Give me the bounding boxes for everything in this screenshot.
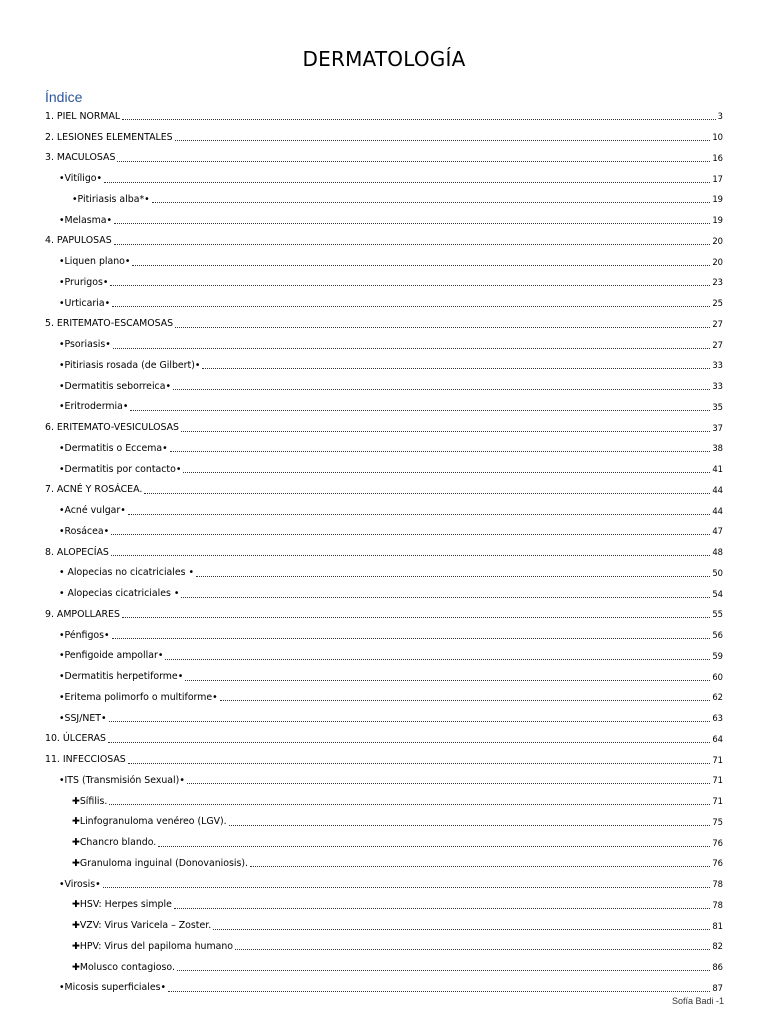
toc-entry[interactable] bbox=[45, 812, 723, 833]
toc-entry[interactable] bbox=[45, 708, 723, 729]
toc-entry-title: •Dermatitis seborreica• bbox=[59, 380, 171, 392]
toc-entry-title: •Liquen plano• bbox=[59, 256, 131, 268]
dot-leader bbox=[165, 650, 710, 660]
dot-leader bbox=[175, 131, 711, 141]
toc-entry[interactable] bbox=[45, 334, 723, 355]
toc-entry[interactable] bbox=[45, 583, 723, 604]
toc-entry-page: 62 bbox=[712, 692, 723, 703]
dot-leader bbox=[196, 567, 710, 577]
toc-entry[interactable] bbox=[45, 251, 723, 272]
toc-entry[interactable] bbox=[45, 459, 723, 480]
dot-leader bbox=[170, 442, 711, 452]
toc-entry-page: 20 bbox=[712, 256, 723, 267]
toc-entry-title: •Psoriasis• bbox=[59, 339, 111, 351]
toc-entry-page: 47 bbox=[712, 526, 723, 537]
dot-leader bbox=[152, 193, 711, 203]
toc-entry-page: 87 bbox=[712, 982, 723, 993]
toc-entry[interactable] bbox=[45, 874, 723, 895]
dot-leader bbox=[113, 339, 711, 349]
dot-leader bbox=[174, 899, 710, 909]
document-title: DERMATOLOGÍA bbox=[302, 47, 466, 71]
toc-entry-page: 41 bbox=[712, 464, 723, 475]
toc-entry-title: ✚VZV: Virus Varicela – Zoster. bbox=[72, 920, 212, 932]
dot-leader bbox=[213, 920, 710, 930]
toc-entry-page: 78 bbox=[712, 879, 723, 890]
dot-leader bbox=[122, 110, 716, 120]
dot-leader bbox=[117, 152, 710, 162]
toc-entry[interactable] bbox=[45, 438, 723, 459]
toc-entry-title: •Pitiriasis rosada (de Gilbert)• bbox=[59, 359, 201, 371]
toc-entry[interactable] bbox=[45, 148, 723, 169]
toc-entry[interactable] bbox=[45, 749, 723, 770]
toc-entry-title: •Micosis superficiales• bbox=[59, 982, 167, 994]
toc-entry-page: 50 bbox=[712, 567, 723, 578]
toc-entry[interactable] bbox=[45, 314, 723, 335]
dot-leader bbox=[128, 754, 711, 764]
toc-entry-title: 8. ALOPECÍAS bbox=[45, 546, 109, 558]
toc-entry-title: •Melasma• bbox=[59, 214, 113, 226]
toc-entry[interactable] bbox=[45, 915, 723, 936]
toc-entry[interactable] bbox=[45, 687, 723, 708]
dot-leader bbox=[168, 982, 710, 992]
toc-entry[interactable] bbox=[45, 978, 723, 999]
toc-entry-page: 35 bbox=[712, 401, 723, 412]
toc-entry-title: ✚HPV: Virus del papiloma humano bbox=[72, 940, 234, 952]
toc-entry-title: ✚Granuloma inguinal (Donovaniosis). bbox=[72, 857, 248, 869]
toc-entry-page: 76 bbox=[712, 837, 723, 848]
toc-entry[interactable] bbox=[45, 521, 723, 542]
toc-entry-title: •SSJ/NET• bbox=[59, 712, 107, 724]
toc-entry-page: 60 bbox=[712, 671, 723, 682]
toc-entry-title: ✚Sífilis. bbox=[72, 795, 108, 807]
toc-entry[interactable] bbox=[45, 272, 723, 293]
toc-entry-page: 48 bbox=[712, 547, 723, 558]
toc-entry-title: 5. ERITEMATO-ESCAMOSAS bbox=[45, 318, 174, 330]
toc-entry[interactable] bbox=[45, 563, 723, 584]
dot-leader bbox=[109, 795, 710, 805]
toc-entry-title: •Eritema polimorfo o multiforme• bbox=[59, 691, 218, 703]
table-of-contents bbox=[45, 106, 723, 998]
dot-leader bbox=[122, 608, 710, 618]
dot-leader bbox=[110, 276, 710, 286]
dot-leader bbox=[109, 712, 711, 722]
toc-entry[interactable] bbox=[45, 127, 723, 148]
toc-entry[interactable] bbox=[45, 210, 723, 231]
index-heading: Índice bbox=[45, 89, 83, 105]
toc-entry-title: 9. AMPOLLARES bbox=[45, 608, 120, 620]
toc-entry-page: 44 bbox=[712, 484, 723, 495]
dot-leader bbox=[235, 940, 710, 950]
dot-leader bbox=[175, 318, 710, 328]
toc-entry[interactable] bbox=[45, 604, 723, 625]
toc-entry-title: 2. LESIONES ELEMENTALES bbox=[45, 131, 173, 143]
toc-entry[interactable] bbox=[45, 189, 723, 210]
dot-leader bbox=[220, 691, 711, 701]
toc-entry-title: 3. MACULOSAS bbox=[45, 152, 116, 164]
toc-entry[interactable] bbox=[45, 500, 723, 521]
toc-entry-page: 71 bbox=[712, 796, 723, 807]
toc-entry-page: 19 bbox=[712, 194, 723, 205]
toc-entry-page: 56 bbox=[712, 630, 723, 641]
toc-entry-page: 71 bbox=[712, 775, 723, 786]
toc-entry-title: •ITS (Transmisión Sexual)• bbox=[59, 774, 185, 786]
toc-entry-title: •Dermatitis herpetiforme• bbox=[59, 671, 184, 683]
toc-entry-page: 33 bbox=[712, 381, 723, 392]
toc-entry-page: 20 bbox=[712, 235, 723, 246]
dot-leader bbox=[181, 422, 710, 432]
toc-entry-page: 37 bbox=[712, 422, 723, 433]
toc-entry-page: 59 bbox=[712, 650, 723, 661]
dot-leader bbox=[128, 505, 711, 515]
dot-leader bbox=[112, 297, 710, 307]
toc-entry-page: 19 bbox=[712, 215, 723, 226]
toc-entry[interactable] bbox=[45, 832, 723, 853]
toc-entry[interactable] bbox=[45, 853, 723, 874]
toc-entry[interactable] bbox=[45, 542, 723, 563]
toc-entry-title: 4. PAPULOSAS bbox=[45, 235, 112, 247]
toc-entry-page: 78 bbox=[712, 899, 723, 910]
toc-entry-title: 6. ERITEMATO-VESICULOSAS bbox=[45, 422, 179, 434]
toc-entry[interactable] bbox=[45, 625, 723, 646]
toc-entry-title: 1. PIEL NORMAL bbox=[45, 110, 121, 122]
toc-entry-page: 27 bbox=[712, 339, 723, 350]
toc-entry-page: 54 bbox=[712, 588, 723, 599]
dot-leader bbox=[183, 463, 710, 473]
toc-entry-title: •Rosácea• bbox=[59, 525, 110, 537]
dot-leader bbox=[187, 774, 710, 784]
page-footer: Sofía Badi -1 bbox=[671, 996, 724, 1006]
toc-entry-title: • Alopecias no cicatriciales • bbox=[59, 567, 195, 579]
toc-entry[interactable] bbox=[45, 480, 723, 501]
toc-entry-title: •Acné vulgar• bbox=[59, 505, 126, 517]
dot-leader bbox=[144, 484, 710, 494]
toc-entry-title: •Urticaria• bbox=[59, 297, 111, 309]
toc-entry-title: •Vitíligo• bbox=[59, 173, 103, 185]
toc-entry-title: •Pitiriasis alba*• bbox=[72, 193, 150, 205]
toc-entry-page: 17 bbox=[712, 173, 723, 184]
toc-entry-title: •Penfigoide ampollar• bbox=[59, 650, 164, 662]
toc-entry-title: • Alopecias cicatriciales • bbox=[59, 588, 180, 600]
toc-entry[interactable] bbox=[45, 231, 723, 252]
dot-leader bbox=[202, 359, 710, 369]
toc-entry-page: 81 bbox=[712, 920, 723, 931]
toc-entry-title: •Pénfigos• bbox=[59, 629, 110, 641]
dot-leader bbox=[103, 878, 711, 888]
dot-leader bbox=[158, 837, 710, 847]
dot-leader bbox=[111, 546, 710, 556]
dot-leader bbox=[108, 733, 710, 743]
toc-entry[interactable] bbox=[45, 957, 723, 978]
toc-entry-page: 25 bbox=[712, 298, 723, 309]
toc-entry[interactable] bbox=[45, 376, 723, 397]
dot-leader bbox=[250, 857, 710, 867]
toc-entry-title: •Eritrodermia• bbox=[59, 401, 129, 413]
toc-entry-title: •Dermatitis por contacto• bbox=[59, 463, 182, 475]
toc-entry-page: 76 bbox=[712, 858, 723, 869]
toc-entry-title: •Virosis• bbox=[59, 878, 101, 890]
dot-leader bbox=[185, 671, 710, 681]
toc-entry[interactable] bbox=[45, 168, 723, 189]
toc-entry-title: •Prurigos• bbox=[59, 276, 109, 288]
toc-entry-title: ✚Linfogranuloma venéreo (LGV). bbox=[72, 816, 227, 828]
toc-entry-page: 44 bbox=[712, 505, 723, 516]
dot-leader bbox=[114, 235, 711, 245]
toc-entry[interactable] bbox=[45, 293, 723, 314]
toc-entry[interactable] bbox=[45, 936, 723, 957]
toc-entry-title: ✚HSV: Herpes simple bbox=[72, 899, 172, 911]
toc-entry-title: ✚Molusco contagioso. bbox=[72, 961, 175, 973]
toc-entry-page: 55 bbox=[712, 609, 723, 620]
toc-entry-title: ✚Chancro blando. bbox=[72, 837, 157, 849]
toc-entry-page: 82 bbox=[712, 941, 723, 952]
toc-entry[interactable] bbox=[45, 895, 723, 916]
toc-entry-page: 86 bbox=[712, 962, 723, 973]
toc-entry[interactable] bbox=[45, 355, 723, 376]
toc-entry-page: 64 bbox=[712, 733, 723, 744]
toc-entry-page: 63 bbox=[712, 713, 723, 724]
toc-entry[interactable] bbox=[45, 666, 723, 687]
toc-entry[interactable] bbox=[45, 770, 723, 791]
toc-entry-title: •Dermatitis o Eccema• bbox=[59, 442, 168, 454]
toc-entry[interactable] bbox=[45, 106, 723, 127]
toc-entry[interactable] bbox=[45, 791, 723, 812]
toc-entry-title: 7. ACNÉ Y ROSÁCEA. bbox=[45, 484, 143, 496]
dot-leader bbox=[132, 256, 710, 266]
toc-entry-page: 71 bbox=[712, 754, 723, 765]
dot-leader bbox=[111, 525, 710, 535]
toc-entry-page: 16 bbox=[712, 152, 723, 163]
toc-entry[interactable] bbox=[45, 417, 723, 438]
toc-entry[interactable] bbox=[45, 397, 723, 418]
dot-leader bbox=[229, 816, 711, 826]
toc-entry-page: 3 bbox=[717, 111, 723, 122]
toc-entry-page: 33 bbox=[712, 360, 723, 371]
toc-entry[interactable] bbox=[45, 729, 723, 750]
toc-entry-page: 75 bbox=[712, 816, 723, 827]
dot-leader bbox=[173, 380, 710, 390]
dot-leader bbox=[112, 629, 711, 639]
dot-leader bbox=[177, 961, 710, 971]
dot-leader bbox=[130, 401, 710, 411]
toc-entry-title: 11. INFECCIOSAS bbox=[45, 754, 126, 766]
toc-entry-page: 23 bbox=[712, 277, 723, 288]
toc-entry[interactable] bbox=[45, 646, 723, 667]
dot-leader bbox=[181, 588, 710, 598]
toc-entry-page: 27 bbox=[712, 318, 723, 329]
toc-entry-page: 10 bbox=[712, 132, 723, 143]
dot-leader bbox=[114, 214, 710, 224]
toc-entry-page: 38 bbox=[712, 443, 723, 454]
toc-entry-title: 10. ÚLCERAS bbox=[45, 733, 106, 745]
dot-leader bbox=[104, 173, 710, 183]
